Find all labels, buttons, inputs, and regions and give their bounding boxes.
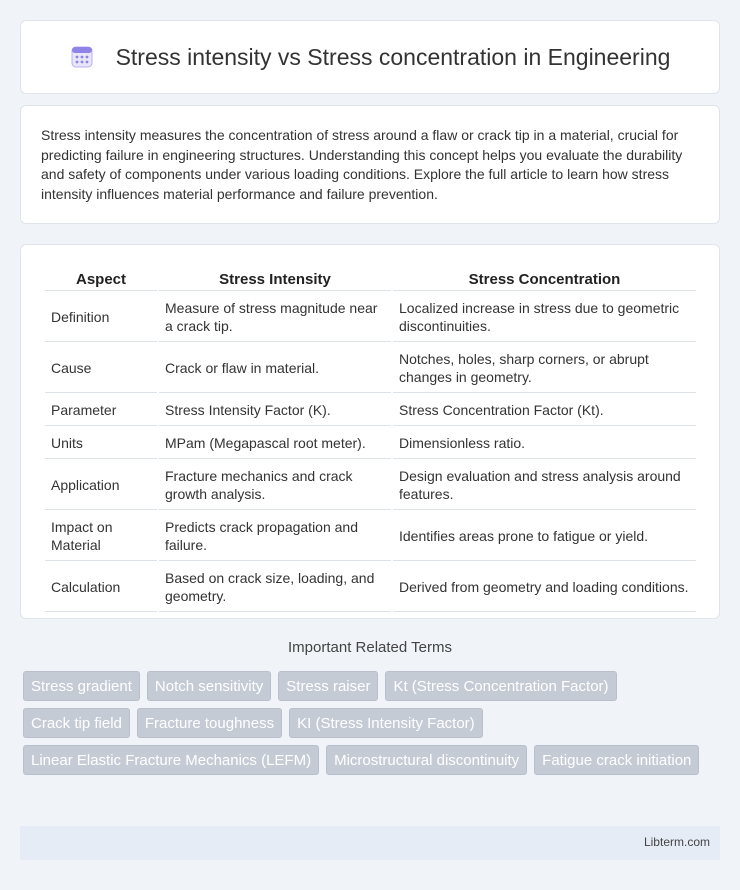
row-stress-intensity: Measure of stress magnitude near a crack tip. bbox=[159, 293, 391, 342]
related-term-tag[interactable]: Notch sensitivity bbox=[147, 671, 271, 701]
header-card bbox=[20, 20, 720, 94]
row-stress-concentration: Notches, holes, sharp corners, or abrupt changes in geometry. bbox=[393, 344, 696, 393]
comparison-table-card bbox=[20, 244, 720, 619]
row-aspect: Impact on Material bbox=[45, 512, 157, 561]
row-aspect: Units bbox=[45, 428, 157, 459]
row-stress-intensity: Based on crack size, loading, and geometry. bbox=[159, 563, 391, 612]
row-stress-intensity: Fracture mechanics and crack growth analysis. bbox=[159, 461, 391, 510]
table-row bbox=[45, 512, 696, 561]
row-stress-concentration: Derived from geometry and loading conditions. bbox=[393, 563, 696, 612]
row-aspect: Calculation bbox=[45, 563, 157, 612]
header-aspect: Aspect bbox=[45, 267, 157, 291]
table-row bbox=[45, 461, 696, 510]
row-stress-concentration: Design evaluation and stress analysis around features. bbox=[393, 461, 696, 510]
page-title: Stress intensity vs Stress concentration in Engineering bbox=[115, 43, 671, 70]
comparison-table bbox=[43, 265, 698, 614]
footer bbox=[20, 826, 720, 860]
related-term-tag[interactable]: Kt (Stress Concentration Factor) bbox=[385, 671, 616, 701]
related-term-tag[interactable]: Crack tip field bbox=[23, 708, 130, 738]
related-terms-title: Important Related Terms bbox=[288, 639, 452, 656]
header-stress-concentration: Stress Concentration bbox=[393, 267, 696, 291]
row-stress-concentration: Identifies areas prone to fatigue or yield. bbox=[393, 512, 696, 561]
intro-text: Stress intensity measures the concentration of stress around a flaw or crack tip in a material, crucial for predicting failure in engineering structures. Understanding this concept helps you evaluate the durability and safety of components under various loading conditions. Explore the full article to learn how stress intensity influences material performance and failure prevention. bbox=[41, 127, 683, 202]
related-term-tag[interactable]: Microstructural discontinuity bbox=[326, 745, 527, 775]
related-term-tag[interactable]: Linear Elastic Fracture Mechanics (LEFM) bbox=[23, 745, 319, 775]
row-aspect: Cause bbox=[45, 344, 157, 393]
footer-site-link[interactable]: Libterm.com bbox=[643, 835, 710, 849]
header-stress-intensity: Stress Intensity bbox=[159, 267, 391, 291]
table-row bbox=[45, 344, 696, 393]
row-stress-intensity: Predicts crack propagation and failure. bbox=[159, 512, 391, 561]
related-term-tag[interactable]: Fracture toughness bbox=[137, 708, 282, 738]
table-row bbox=[45, 563, 696, 612]
row-stress-concentration: Stress Concentration Factor (Kt). bbox=[393, 395, 696, 426]
related-term-tag[interactable]: Stress gradient bbox=[23, 671, 140, 701]
calculator-icon bbox=[70, 45, 94, 69]
related-term-tag[interactable]: Fatigue crack initiation bbox=[534, 745, 699, 775]
row-stress-concentration: Localized increase in stress due to geometric discontinuities. bbox=[393, 293, 696, 342]
intro-card bbox=[20, 105, 720, 224]
related-terms-list bbox=[23, 671, 723, 775]
row-stress-intensity: Crack or flaw in material. bbox=[159, 344, 391, 393]
row-aspect: Parameter bbox=[45, 395, 157, 426]
row-aspect: Definition bbox=[45, 293, 157, 342]
table-row bbox=[45, 293, 696, 342]
row-stress-intensity: MPam (Megapascal root meter). bbox=[159, 428, 391, 459]
related-term-tag[interactable]: Stress raiser bbox=[278, 671, 378, 701]
table-row bbox=[45, 428, 696, 459]
row-stress-intensity: Stress Intensity Factor (K). bbox=[159, 395, 391, 426]
related-term-tag[interactable]: KI (Stress Intensity Factor) bbox=[289, 708, 483, 738]
table-header-row bbox=[45, 267, 696, 291]
row-stress-concentration: Dimensionless ratio. bbox=[393, 428, 696, 459]
row-aspect: Application bbox=[45, 461, 157, 510]
table-row bbox=[45, 395, 696, 426]
